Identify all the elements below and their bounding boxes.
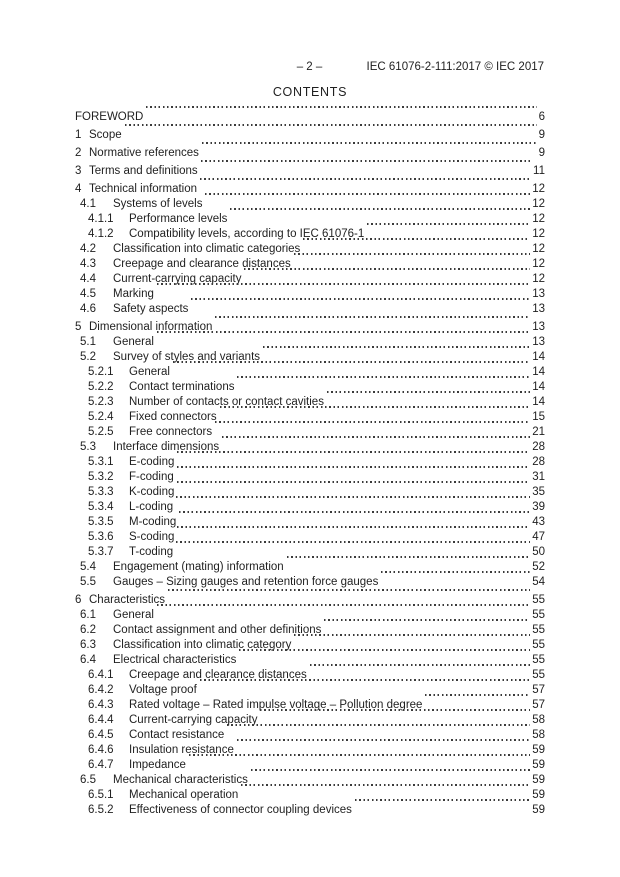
toc-entry: [75, 530, 545, 545]
toc-entry-title: Current-carrying capacity: [113, 273, 242, 285]
toc-entry-title: E-coding: [129, 456, 175, 468]
toc-entry: [75, 788, 545, 803]
page-number-marker: – 2 –: [296, 61, 323, 73]
toc-entry-number: 4.5: [80, 288, 96, 300]
toc-entry: [75, 698, 545, 713]
toc-entry: [75, 410, 545, 425]
toc-entry-page: 59: [532, 744, 545, 756]
document-reference: IEC 61076-2-111:2017 © IEC 2017: [366, 61, 545, 73]
toc-entry-page: 35: [532, 486, 545, 498]
toc-entry-number: 6.1: [80, 609, 96, 621]
toc-entry-page: 50: [532, 546, 545, 558]
toc-entry-title: Engagement (mating) information: [113, 561, 284, 573]
toc-entry-title: General: [129, 366, 170, 378]
toc-entry-title: Insulation resistance: [129, 744, 234, 756]
toc-entry-page: 59: [532, 804, 545, 816]
toc-entry-page: 6: [538, 111, 545, 123]
table-of-contents: [75, 107, 545, 818]
toc-entry: [75, 272, 545, 287]
toc-entry-page: 12: [532, 243, 545, 255]
toc-entry: [75, 593, 545, 608]
toc-entry: [75, 470, 545, 485]
toc-entry-number: 5.1: [80, 336, 96, 348]
toc-entry-page: 13: [532, 288, 545, 300]
toc-entry-number: 5.2.2: [88, 381, 114, 393]
toc-entry-page: 55: [532, 624, 545, 636]
toc-entry-title: Technical information: [89, 183, 198, 195]
toc-entry-page: 28: [532, 441, 545, 453]
toc-entry-page: 12: [532, 273, 545, 285]
toc-entry-page: 13: [532, 303, 545, 315]
toc-entry: [75, 608, 545, 623]
toc-entry-title: Survey of styles and variants: [113, 351, 261, 363]
toc-entry-page: 59: [532, 789, 545, 801]
toc-entry-title: Terms and definitions: [89, 165, 198, 177]
toc-entry-number: 5.4: [80, 561, 96, 573]
toc-entry-page: 55: [532, 594, 545, 606]
toc-entry-number: 6.4: [80, 654, 96, 666]
toc-entry-title: Scope: [89, 129, 122, 141]
toc-entry-number: 6.4.6: [88, 744, 114, 756]
toc-entry: [75, 638, 545, 653]
toc-entry-page: 39: [532, 501, 545, 513]
toc-entry-page: 11: [533, 165, 545, 177]
toc-entry-number: 6.5: [80, 774, 96, 786]
toc-entry-page: 28: [532, 456, 545, 468]
contents-title: CONTENTS: [272, 85, 348, 99]
toc-entry-page: 59: [532, 774, 545, 786]
toc-entry-number: 6.4.1: [88, 669, 114, 681]
toc-entry-title: Contact assignment and other definitions: [113, 624, 322, 636]
toc-entry-page: 57: [532, 684, 545, 696]
toc-entry-page: 31: [532, 471, 545, 483]
toc-entry-number: 6.5.1: [88, 789, 114, 801]
toc-entry-page: 58: [532, 729, 545, 741]
toc-entry: [75, 257, 545, 272]
toc-entry: [75, 380, 545, 395]
toc-entry-page: 12: [532, 213, 545, 225]
toc-entry-title: Free connectors: [129, 426, 213, 438]
toc-entry-number: 6.5.2: [88, 804, 114, 816]
toc-entry-number: 6.4.7: [88, 759, 114, 771]
toc-entry-title: Creepage and clearance distances: [129, 669, 307, 681]
toc-entry-number: 5.3.3: [88, 486, 114, 498]
toc-entry-number: 5.2.4: [88, 411, 114, 423]
toc-entry-title: Interface dimensions: [113, 441, 220, 453]
toc-entry-page: 12: [532, 228, 545, 240]
toc-entry: [75, 758, 545, 773]
toc-entry-page: 15: [532, 411, 545, 423]
toc-entry: [75, 335, 545, 350]
toc-entry-number: 4.1: [80, 198, 96, 210]
toc-entry-number: 5.2.3: [88, 396, 114, 408]
toc-entry-number: 6.4.2: [88, 684, 114, 696]
toc-entry-number: 5.5: [80, 576, 96, 588]
toc-entry-page: 54: [532, 576, 545, 588]
toc-entry-title: Fixed connectors: [129, 411, 217, 423]
toc-entry-page: 47: [532, 531, 545, 543]
toc-entry-number: 6.2: [80, 624, 96, 636]
toc-entry: [75, 227, 545, 242]
toc-entry: [75, 515, 545, 530]
toc-entry-title: Voltage proof: [129, 684, 197, 696]
toc-entry-title: Gauges – Sizing gauges and retention force gauges: [113, 576, 379, 588]
toc-entry: [75, 425, 545, 440]
toc-entry-page: 55: [532, 669, 545, 681]
toc-entry-page: 59: [532, 759, 545, 771]
toc-entry-number: 4.2: [80, 243, 96, 255]
toc-entry-number: 4.3: [80, 258, 96, 270]
toc-entry-number: 4: [75, 183, 82, 195]
toc-entry-title: Normative references: [89, 147, 199, 159]
toc-entry: [75, 182, 545, 197]
toc-entry: [75, 728, 545, 743]
toc-entry: [75, 803, 545, 818]
toc-entry-number: 4.4: [80, 273, 96, 285]
toc-entry-title: Number of contacts or contact cavities: [129, 396, 324, 408]
toc-entry-title: FOREWORD: [75, 111, 144, 123]
toc-entry-title: General: [113, 336, 154, 348]
toc-entry: [75, 287, 545, 302]
toc-entry-number: 1: [75, 129, 82, 141]
toc-entry: [75, 440, 545, 455]
toc-entry-page: 55: [532, 609, 545, 621]
toc-entry-number: 5.3.5: [88, 516, 114, 528]
toc-entry-number: 6: [75, 594, 82, 606]
toc-entry-page: 9: [538, 129, 545, 141]
toc-entry-title: Mechanical operation: [129, 789, 239, 801]
toc-entry: [75, 365, 545, 380]
toc-entry-number: 6.4.5: [88, 729, 114, 741]
toc-entry: [75, 485, 545, 500]
toc-entry-number: 5.3.7: [88, 546, 114, 558]
toc-entry: [75, 683, 545, 698]
toc-entry-title: Electrical characteristics: [113, 654, 237, 666]
toc-entry-page: 12: [532, 183, 545, 195]
toc-entry-title: Compatibility levels, according to IEC 61076-1: [129, 228, 365, 240]
toc-entry: [75, 713, 545, 728]
toc-entry: [75, 575, 545, 590]
toc-entry: [75, 653, 545, 668]
toc-entry: [75, 164, 545, 179]
toc-entry-number: 6.4.4: [88, 714, 114, 726]
toc-entry-page: 55: [532, 639, 545, 651]
toc-entry-title: Safety aspects: [113, 303, 189, 315]
toc-entry-title: S-coding: [129, 531, 175, 543]
toc-entry-number: 5.2.5: [88, 426, 114, 438]
toc-entry-number: 5: [75, 321, 82, 333]
toc-entry: [75, 197, 545, 212]
toc-entry-page: 43: [532, 516, 545, 528]
toc-entry-page: 9: [538, 147, 545, 159]
toc-entry-page: 14: [532, 366, 545, 378]
toc-entry-page: 52: [532, 561, 545, 573]
toc-entry-number: 4.1.1: [88, 213, 114, 225]
toc-entry-number: 5.3.1: [88, 456, 114, 468]
toc-entry-title: Classification into climatic category: [113, 639, 292, 651]
toc-entry-number: 6.3: [80, 639, 96, 651]
toc-entry: [75, 212, 545, 227]
toc-entry-title: Marking: [113, 288, 154, 300]
toc-entry-number: 5.3: [80, 441, 96, 453]
toc-entry-title: Contact terminations: [129, 381, 235, 393]
toc-entry-page: 57: [532, 699, 545, 711]
toc-entry-title: M-coding: [129, 516, 177, 528]
toc-entry-number: 4.1.2: [88, 228, 114, 240]
toc-entry-number: 5.3.6: [88, 531, 114, 543]
toc-entry-title: K-coding: [129, 486, 175, 498]
toc-entry-title: General: [113, 609, 154, 621]
toc-entry: [75, 743, 545, 758]
toc-entry: [75, 320, 545, 335]
toc-entry-number: 2: [75, 147, 82, 159]
toc-entry-title: F-coding: [129, 471, 174, 483]
toc-entry-title: Systems of levels: [113, 198, 203, 210]
toc-entry: [75, 110, 545, 125]
toc-entry-number: 3: [75, 165, 82, 177]
toc-entry: [75, 560, 545, 575]
toc-entry-page: 14: [532, 351, 545, 363]
toc-entry-title: Contact resistance: [129, 729, 225, 741]
toc-entry: [75, 545, 545, 560]
toc-entry-title: Creepage and clearance distances: [113, 258, 291, 270]
toc-entry-title: Dimensional information: [89, 321, 213, 333]
toc-entry-number: 6.4.3: [88, 699, 114, 711]
toc-entry: [75, 395, 545, 410]
toc-entry-number: 5.3.4: [88, 501, 114, 513]
toc-entry-title: Classification into climatic categories: [113, 243, 301, 255]
toc-entry-number: 4.6: [80, 303, 96, 315]
toc-entry: [75, 128, 545, 143]
toc-entry-title: Impedance: [129, 759, 186, 771]
toc-entry: [75, 146, 545, 161]
toc-entry-page: 14: [532, 381, 545, 393]
toc-entry-title: Effectiveness of connector coupling devices: [129, 804, 352, 816]
toc-entry-page: 13: [532, 321, 545, 333]
toc-entry: [75, 350, 545, 365]
toc-entry-number: 5.2.1: [88, 366, 114, 378]
toc-entry: [75, 242, 545, 257]
toc-entry-title: Rated voltage – Rated impulse voltage – Pollution degree: [129, 699, 423, 711]
toc-entry: [75, 302, 545, 317]
toc-entry-page: 58: [532, 714, 545, 726]
toc-entry-title: T-coding: [129, 546, 174, 558]
toc-entry: [75, 668, 545, 683]
toc-entry-title: Performance levels: [129, 213, 228, 225]
toc-entry-title: Current-carrying capacity: [129, 714, 258, 726]
toc-entry-title: L-coding: [129, 501, 174, 513]
toc-entry: [75, 500, 545, 515]
toc-entry: [75, 773, 545, 788]
toc-entry-number: 5.2: [80, 351, 96, 363]
toc-entry-page: 14: [532, 396, 545, 408]
toc-entry-page: 13: [532, 336, 545, 348]
toc-entry-page: 12: [532, 258, 545, 270]
toc-entry-title: Characteristics: [89, 594, 166, 606]
toc-entry-page: 12: [532, 198, 545, 210]
toc-entry-page: 55: [532, 654, 545, 666]
toc-entry-number: 5.3.2: [88, 471, 114, 483]
toc-entry-page: 21: [532, 426, 545, 438]
toc-entry: [75, 623, 545, 638]
toc-entry-title: Mechanical characteristics: [113, 774, 248, 786]
toc-entry: [75, 455, 545, 470]
page-header: [75, 60, 544, 75]
